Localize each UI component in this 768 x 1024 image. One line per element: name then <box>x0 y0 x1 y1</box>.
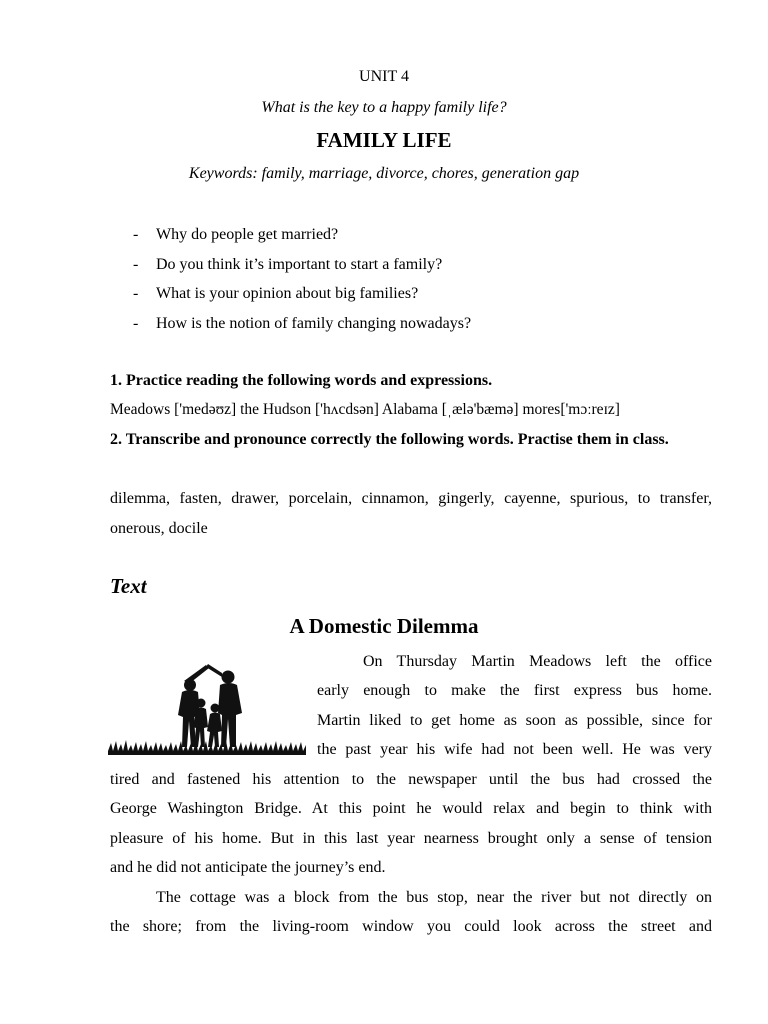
story-line: tired and fastened his attention to the newspaper until the bus had crossed the <box>110 771 712 788</box>
story-line: early enough to make the first express bus home. <box>317 682 712 699</box>
exercise-1-pronunciation-line: Meadows ['medəʊz] the Hudson ['hʌcdsən] Alabama [ˌælə'bæmə] mores['mɔːreɪz] <box>110 401 620 418</box>
bullet-dash: - <box>133 226 139 243</box>
list-item <box>133 313 471 343</box>
bullet-dash: - <box>133 314 139 332</box>
question-text: Do you think it’s important to start a family? <box>156 255 443 273</box>
list-item <box>133 283 471 313</box>
text-section-heading: Text <box>110 574 147 598</box>
question-text: What is your opinion about big families? <box>156 285 419 302</box>
story-line: and he did not anticipate the journey’s end. <box>110 859 386 876</box>
question-text: Why do people get married? <box>156 226 339 243</box>
exercise-1-heading: 1. Practice reading the following words and expressions. <box>110 372 493 389</box>
warmup-question-list <box>133 224 471 342</box>
exercise-2-heading: 2. Transcribe and pronounce correctly the following words. Practise them in class. <box>110 431 669 448</box>
list-item <box>133 254 471 284</box>
question-text: How is the notion of family changing nowadays? <box>156 314 472 332</box>
bullet-dash: - <box>133 285 139 302</box>
unit-question: What is the key to a happy family life? <box>261 99 507 116</box>
story-line: Martin liked to get home as soon as possible, since for <box>317 712 712 729</box>
exercise-2-word-list: dilemma, fasten, drawer, porcelain, cinnamon, gingerly, cayenne, spurious, to transfer, onerous, docile <box>110 490 712 537</box>
story-line: the shore; from the living-room window you could look across the street and <box>110 918 712 935</box>
unit-label: UNIT 4 <box>359 68 409 85</box>
bullet-dash: - <box>133 255 139 273</box>
story-line: the past year his wife had not been well. He was very <box>317 741 712 758</box>
story-line: The cottage was a block from the bus stop, near the river but not directly on <box>156 889 712 906</box>
family-silhouette-icon <box>108 655 306 759</box>
list-item <box>133 224 471 254</box>
story-line: George Washington Bridge. At this point he would relax and begin to think with <box>110 800 712 817</box>
story-line: pleasure of his home. But in this last year nearness brought only a sense of tension <box>110 830 712 847</box>
story-line: On Thursday Martin Meadows left the office <box>363 653 712 670</box>
keywords-line: Keywords: family, marriage, divorce, chores, generation gap <box>188 165 580 182</box>
story-title: A Domestic Dilemma <box>289 614 479 638</box>
page-title: FAMILY LIFE <box>316 128 452 152</box>
